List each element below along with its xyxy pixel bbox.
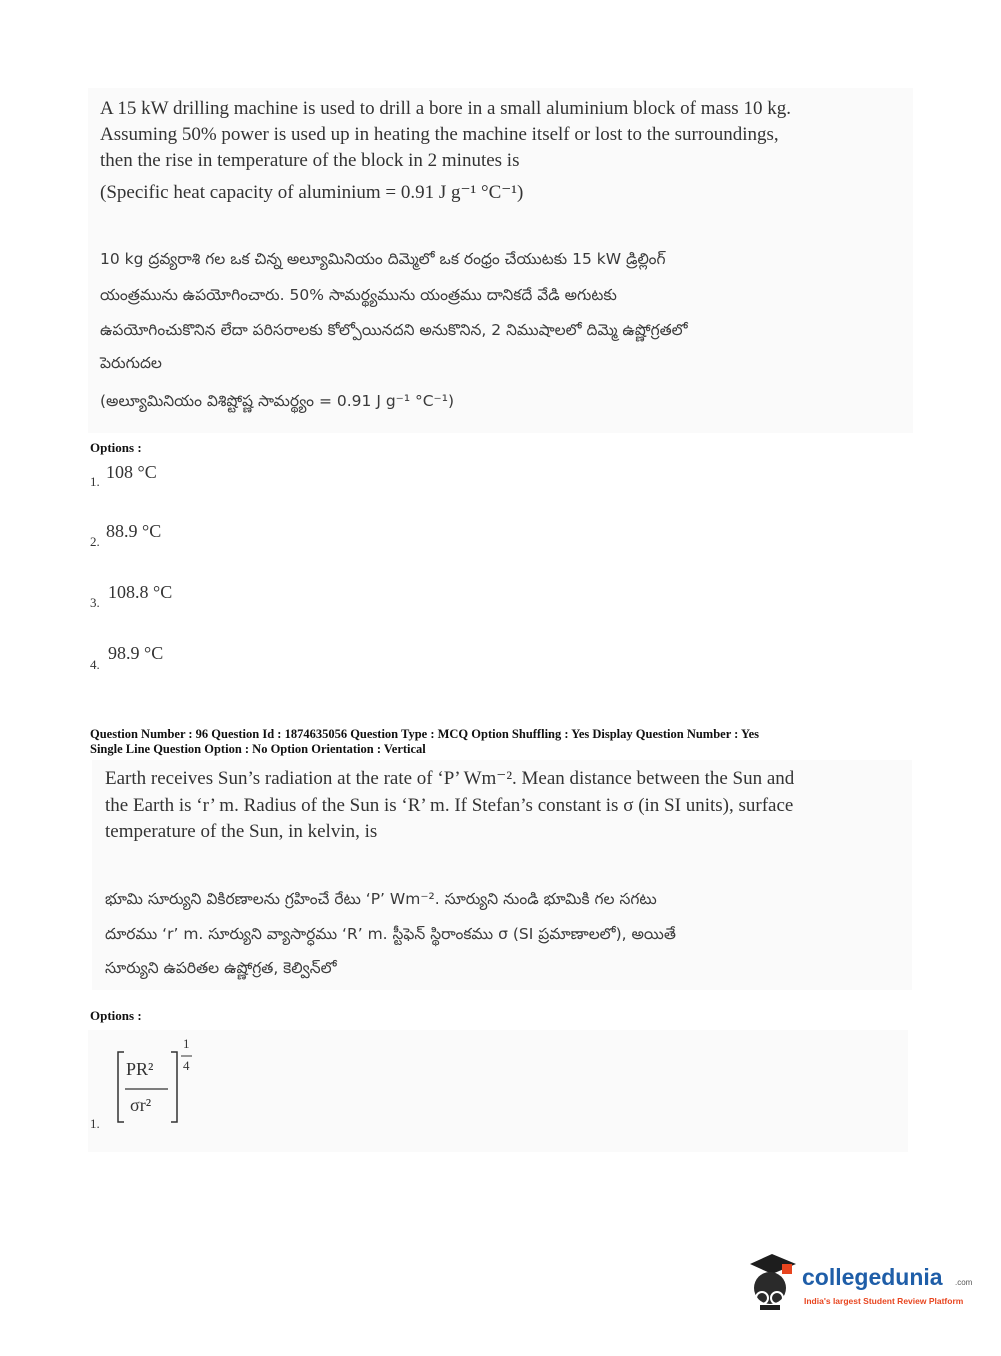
q95-english-line-2: Assuming 50% power is used up in heating the machine itself or lost to the surroundings,	[100, 124, 779, 145]
q96-option-1-denominator: σr²	[130, 1095, 152, 1115]
q96-meta-line-2: Single Line Question Option : No Option Orientation : Vertical	[90, 742, 426, 756]
q95-telugu-line-5: (అల్యూమినియం విశిష్టోష్ణ సామర్థ్యం = 0.91 J g⁻¹ °C⁻¹)	[100, 392, 454, 410]
logo-tagline: India's largest Student Review Platform	[804, 1296, 964, 1306]
q95-options-label: Options :	[90, 440, 142, 455]
q95-option-4-number: 4.	[90, 657, 100, 672]
q95-english-line-4: (Specific heat capacity of aluminium = 0.91 J g⁻¹ °C⁻¹)	[100, 182, 524, 203]
q95-english-line-1: A 15 kW drilling machine is used to drill a bore in a small aluminium block of mass 10 kg.	[100, 98, 791, 119]
q95-telugu-line-1: 10 kg ద్రవ్యరాశి గల ఒక చిన్న అల్యూమినియం దిమ్మెలో ఒక రంధ్రం చేయుటకు 15 kW డ్రిల్లింగ్	[100, 250, 666, 268]
q96-english-line-2: the Earth is ‘r’ m. Radius of the Sun is ‘R’ m. If Stefan’s constant is σ (in SI units), surface	[105, 795, 794, 816]
q95-option-4-value[interactable]: 98.9 °C	[108, 643, 164, 663]
q96-english-line-3: temperature of the Sun, in kelvin, is	[105, 821, 378, 842]
q96-option-1-block	[88, 1030, 908, 1152]
q96-option-1-number: 1.	[90, 1116, 100, 1131]
q96-telugu-line-1: భూమి సూర్యుని వికిరణాలను గ్రహించే రేటు ‘P’ Wm⁻². సూర్యుని నుండి భూమికి గల సగటు	[105, 890, 657, 908]
q95-option-2-value[interactable]: 88.9 °C	[106, 521, 162, 541]
q95-english-line-3: then the rise in temperature of the block in 2 minutes is	[100, 150, 520, 171]
q96-english-line-1: Earth receives Sun’s radiation at the rate of ‘P’ Wm⁻². Mean distance between the Sun and	[105, 768, 795, 789]
q96-option-1-exponent-numerator: 1	[183, 1036, 190, 1051]
q95-option-3-value[interactable]: 108.8 °C	[108, 582, 173, 602]
q96-option-1-numerator: PR²	[126, 1059, 154, 1079]
q96-options-label: Options :	[90, 1008, 142, 1023]
q95-option-2-number: 2.	[90, 534, 100, 549]
q95-option-1-value[interactable]: 108 °C	[106, 462, 157, 482]
logo-brand-name: collegedunia	[802, 1264, 943, 1290]
graduate-cap-icon	[742, 1250, 802, 1312]
q96-option-1-exponent-denominator: 4	[183, 1058, 190, 1073]
q96-telugu-line-2: దూరము ‘r’ m. సూర్యుని వ్యాసార్ధము ‘R’ m. స్టీఫెన్ స్థిరాంకము σ (SI ప్రమాణాలలో), అయితే	[105, 925, 676, 943]
q96-option-1-formula[interactable]	[110, 1034, 210, 1129]
q95-telugu-line-2: యంత్రమును ఉపయోగించారు. 50% సామర్థ్యమును యంత్రము దానికదే వేడి అగుటకు	[100, 286, 617, 304]
q95-telugu-line-3: ఉపయోగించుకొనిన లేదా పరిసరాలకు కోల్పోయినదని అనుకొనిన, 2 నిముషాలలో దిమ్మె ఉష్ణోగ్రతలో	[100, 321, 688, 339]
q96-telugu-line-3: సూర్యుని ఉపరితల ఉష్ణోగ్రత, కెల్విన్‌లో	[105, 959, 337, 977]
q96-meta-line-1: Question Number : 96 Question Id : 1874635056 Question Type : MCQ Option Shuffling : Yes Display Question Number : Yes	[90, 727, 760, 741]
q95-option-1-number: 1.	[90, 474, 100, 489]
q95-option-3-number: 3.	[90, 595, 100, 610]
q95-telugu-line-4: పెరుగుదల	[100, 354, 162, 372]
logo-brand-suffix: .com	[955, 1278, 973, 1287]
collegedunia-logo	[742, 1250, 972, 1320]
